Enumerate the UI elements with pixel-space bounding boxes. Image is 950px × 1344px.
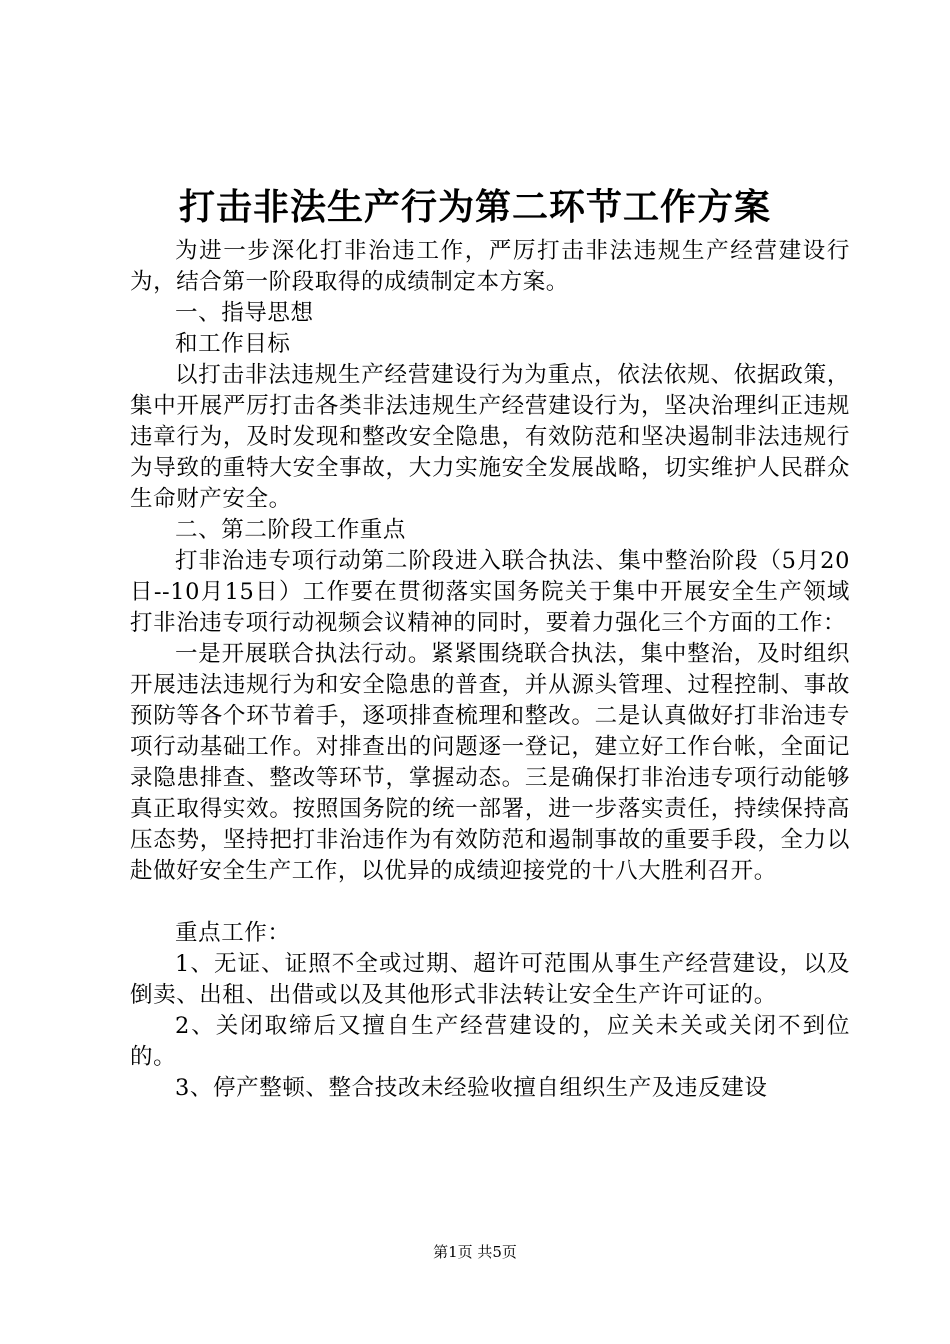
paragraph-goals: 以打击非法违规生产经营建设行为为重点，依法依规、依据政策，集中开展严厉打击各类非法违规生产经营建设行为，坚决治理纠正违规违章行为，及时发现和整改安全隐患，有效防范和坚决遏制非法违规行为导致的重特大安全事故，大力实施安全发展战略，切实维护人民群众生命财产安全。 — [130, 362, 850, 512]
heading-guiding-ideology: 一、指导思想 — [175, 300, 314, 326]
paragraph-phase-two: 打非治违专项行动第二阶段进入联合执法、集中整治阶段（5月20日--10月15日）工作要在贯彻落实国务院关于集中开展安全生产领域打非治违专项行动视频会议精神的同时，要着力强化三个方面的工作： — [130, 548, 850, 636]
heading-phase-two: 二、第二阶段工作重点 — [175, 517, 407, 543]
page-number-footer: 第1页 共5页 — [433, 1243, 517, 1261]
list-item-1: 1、无证、证照不全或过期、超许可范围从事生产经营建设，以及倒卖、出租、出借或以及其他形式非法转让安全生产许可证的。 — [130, 951, 850, 1008]
heading-work-goals: 和工作目标 — [175, 331, 291, 357]
paragraph-intro: 为进一步深化打非治违工作，严厉打击非法违规生产经营建设行为，结合第一阶段取得的成绩制定本方案。 — [130, 238, 850, 295]
document-title: 打击非法生产行为第二环节工作方案 — [178, 186, 771, 228]
list-item-3: 3、停产整顿、整合技改未经验收擅自组织生产及违反建设 — [175, 1075, 768, 1101]
paragraph-spacer — [130, 887, 850, 918]
document-body — [130, 236, 850, 1104]
list-item-2: 2、关闭取缔后又擅自生产经营建设的，应关未关或关闭不到位的。 — [130, 1013, 850, 1070]
heading-key-work: 重点工作： — [175, 920, 291, 946]
paragraph-three-aspects: 一是开展联合执法行动。紧紧围绕联合执法，集中整治，及时组织开展违法违规行为和安全隐患的普查，并从源头管理、过程控制、事故预防等各个环节着手，逐项排查梳理和整改。二是认真做好打非治违专项行动基础工作。对排查出的问题逐一登记，建立好工作台帐，全面记录隐患排查、整改等环节，掌握动态。三是确保打非治违专项行动能够真正取得实效。按照国务院的统一部署，进一步落实责任，持续保持高压态势，坚持把打非治违作为有效防范和遏制事故的重要手段，全力以赴做好安全生产工作，以优异的成绩迎接党的十八大胜利召开。 — [130, 641, 850, 884]
